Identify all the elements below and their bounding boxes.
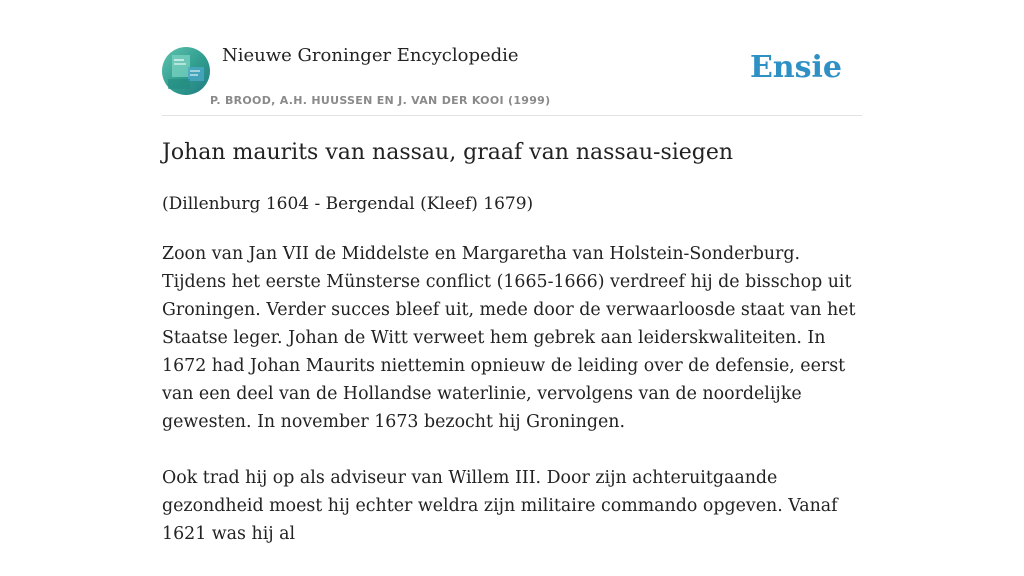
header <box>162 0 862 116</box>
ensie-logo[interactable]: Ensie <box>749 50 842 85</box>
entry-subtitle: (Dillenburg 1604 - Bergendal (Kleef) 1679) <box>162 194 534 214</box>
book-title[interactable]: Nieuwe Groninger Encyclopedie <box>222 45 519 66</box>
book-cover-icon[interactable] <box>162 47 210 95</box>
paragraph: Zoon van Jan VII de Middelste en Margaretha van Holstein-Sonderburg. Tijdens het eerste Münsterse conflict (1665-1666) verdreef hij de bisschop uit Groningen. Verder succes bleef uit, mede door de verwaarloosde staat van het Staatse leger. Johan de Witt verweet hem gebrek aan leiderskwaliteiten. In 1672 had Johan Maurits niettemin opnieuw de leiding over de defensie, eerst van een deel van de Hollandse waterlinie, vervolgens van de noordelijke gewesten. In november 1673 bezocht hij Groningen. <box>162 244 856 432</box>
entry-title: Johan maurits van nassau, graaf van nassau-siegen <box>162 140 734 165</box>
paragraph: Ook trad hij op als adviseur van Willem III. Door zijn achteruitgaande gezondheid moest hij echter weldra zijn militaire commando opgeven. Vanaf 1621 was hij al <box>162 468 838 544</box>
authors: P. BROOD, A.H. HUUSSEN EN J. VAN DER KOOI (1999) <box>210 94 551 107</box>
entry-body <box>162 240 862 576</box>
